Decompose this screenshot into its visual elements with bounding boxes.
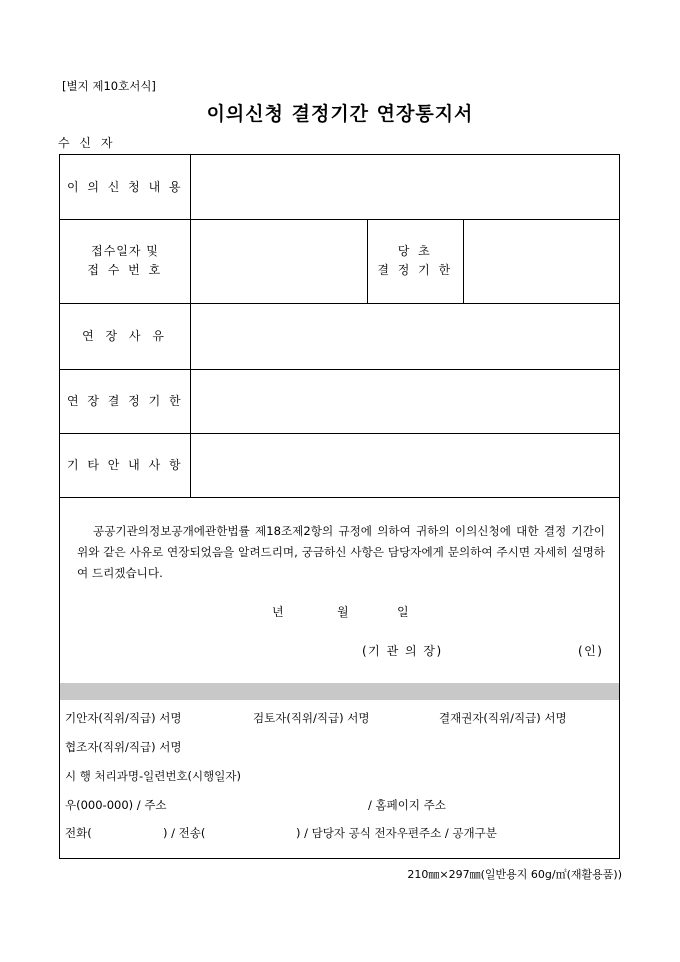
- row-label-extension-reason: [60, 303, 190, 369]
- phone-label: 전화(: [65, 826, 92, 840]
- row-label-text: 접 수 번 호: [87, 263, 163, 277]
- date-day-label: 일: [397, 605, 409, 619]
- cooperator-signature-label: 협조자(직위/직급) 서명: [65, 740, 182, 754]
- form-frame: [59, 154, 620, 859]
- extended-deadline-field[interactable]: [191, 370, 619, 432]
- contact-email-disclosure-label: ) / 담당자 공식 전자우편주소 / 공개구분: [296, 826, 497, 840]
- date-year-label: 년: [272, 605, 284, 619]
- row-label-text: 연 장 사 유: [82, 328, 168, 343]
- notice-paragraph: 공공기관의정보공개에관한법률 제18조제2항의 규정에 의하여 귀하의 이의신청에 대한 결정 기간이 위와 같은 사유로 연장되었음을 알려드리며, 궁금하신 사항은 담당자에게 문의하여 주시면 자세히 설명하여 드리겠습니다.: [77, 524, 605, 580]
- approver-signature-label: 결재권자(직위/직급) 서명: [439, 711, 567, 725]
- paper-spec: 210㎜×297㎜(일반용지 60g/㎡(재활용품)): [407, 868, 622, 881]
- row-label-original-deadline: [367, 219, 463, 303]
- fax-label: ) / 전송(: [163, 826, 206, 840]
- row-label-text: 기 타 안 내 사 항: [66, 457, 184, 472]
- form-number-label: [별지 제10호서식]: [62, 79, 156, 93]
- appeal-content-field[interactable]: [191, 156, 619, 218]
- row-label-text: 결 정 기 한: [377, 263, 453, 277]
- row-label-appeal-content: [60, 155, 190, 219]
- row-label-receipt: [60, 219, 190, 303]
- extension-reason-field[interactable]: [191, 304, 619, 368]
- other-info-field[interactable]: [191, 434, 619, 496]
- section-separator-band: [60, 683, 619, 700]
- reviewer-signature-label: 검토자(직위/직급) 서명: [253, 711, 370, 725]
- zip-address-label: 우(000-000) / 주소: [65, 798, 167, 812]
- row-label-text: 접수일자 및: [91, 244, 159, 258]
- document-title: 이의신청 결정기간 연장통지서: [206, 103, 474, 125]
- row-divider: [60, 497, 619, 498]
- date-month-label: 월: [337, 605, 349, 619]
- row-label-text: 이 의 신 청 내 용: [66, 179, 184, 194]
- row-label-other-info: [60, 433, 190, 497]
- row-label-text: 연 장 결 정 기 한: [66, 393, 184, 408]
- seal-label: (인): [578, 644, 604, 658]
- enforcement-label: 시 행 처리과명-일련번호(시행일자): [65, 769, 241, 783]
- recipient-label: 수 신 자: [58, 136, 116, 150]
- homepage-label: / 홈페이지 주소: [368, 798, 446, 812]
- row-label-extended-deadline: [60, 369, 190, 433]
- drafter-signature-label: 기안자(직위/직급) 서명: [65, 711, 182, 725]
- agency-head-label: (기 관 의 장): [362, 644, 443, 658]
- row-label-text: 당 초: [397, 244, 433, 258]
- original-deadline-field[interactable]: [464, 220, 619, 302]
- receipt-date-number-field[interactable]: [191, 220, 366, 302]
